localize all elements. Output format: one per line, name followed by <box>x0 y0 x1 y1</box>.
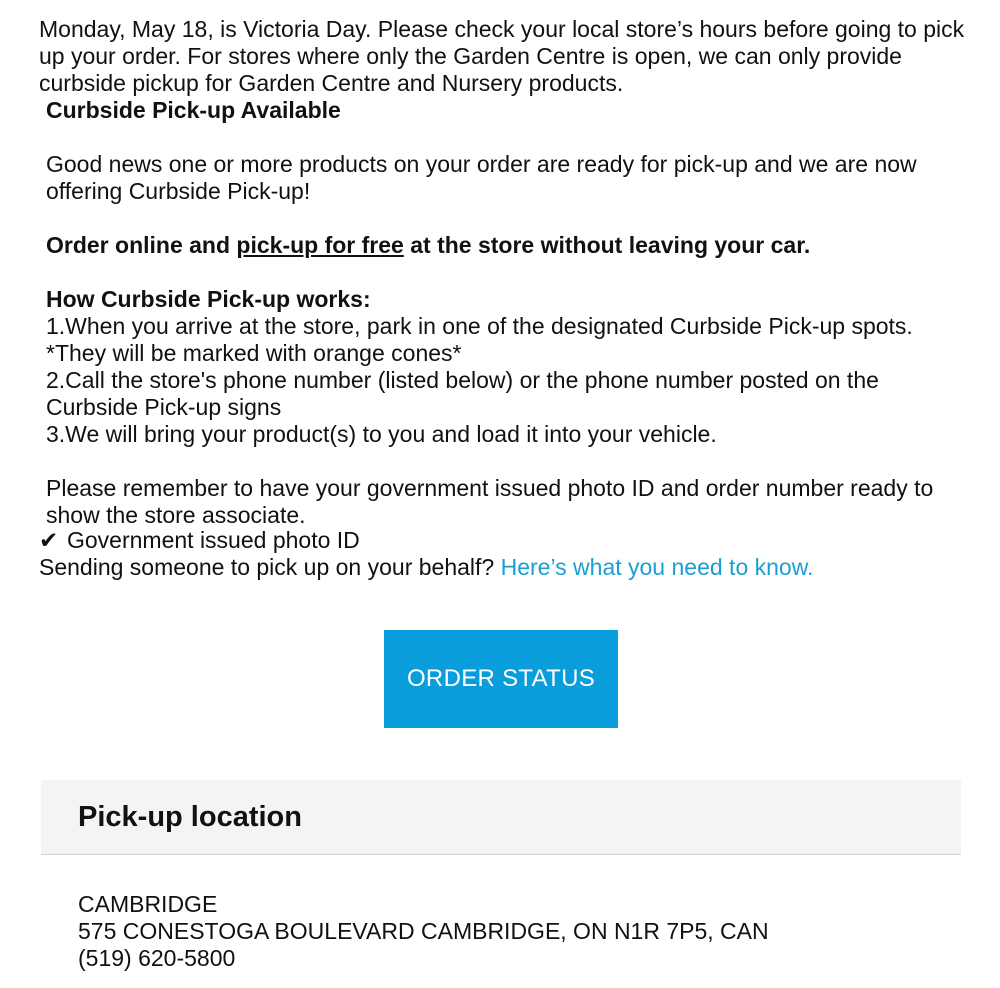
behalf-text: Sending someone to pick up on your behalf? <box>39 554 501 580</box>
id-reminder: Please remember to have your government issued photo ID and order number ready to show the store associate. <box>46 475 934 528</box>
holiday-notice: Monday, May 18, is Victoria Day. Please check your local store’s hours before going to pick up your order. For stores where only the Garden Centre is open, we can only provide curbside pickup for Garden Centre and Nursery products. <box>39 16 965 96</box>
checklist-item <box>39 527 360 554</box>
how-it-works-heading: How Curbside Pick-up works: <box>46 286 371 312</box>
pickup-location-title: Pick-up location <box>78 801 302 833</box>
step-3: 3.We will bring your product(s) to you and load it into your vehicle. <box>46 421 717 447</box>
store-address-block <box>78 891 769 972</box>
pick-up-free-link[interactable]: pick-up for free <box>236 232 404 258</box>
checklist-item-label: Government issued photo ID <box>67 527 360 553</box>
step-1-note: *They will be marked with orange cones* <box>46 340 462 366</box>
store-address: 575 CONESTOGA BOULEVARD CAMBRIDGE, ON N1R 7P5, CAN <box>78 918 769 944</box>
checkmark-icon: ✔ <box>39 527 59 553</box>
promo-text <box>46 232 966 259</box>
curbside-heading: Curbside Pick-up Available <box>46 97 341 123</box>
step-1: 1.When you arrive at the store, park in one of the designated Curbside Pick-up spots. <box>46 313 913 339</box>
promo-suffix: at the store without leaving your car. <box>403 232 811 258</box>
behalf-notice <box>39 554 813 581</box>
store-phone[interactable]: (519) 620-5800 <box>78 945 236 971</box>
step-2: 2.Call the store's phone number (listed below) or the phone number posted on the Curbside Pick-up signs <box>46 367 879 420</box>
curbside-info <box>46 97 966 529</box>
behalf-info-link[interactable]: Here’s what you need to know. <box>500 554 814 580</box>
good-news-text: Good news one or more products on your order are ready for pick-up and we are now offering Curbside Pick-up! <box>46 151 917 204</box>
store-name: CAMBRIDGE <box>78 891 218 917</box>
order-status-button[interactable]: ORDER STATUS <box>384 630 618 728</box>
pickup-location-header <box>41 780 961 855</box>
promo-prefix: Order online and <box>46 232 237 258</box>
